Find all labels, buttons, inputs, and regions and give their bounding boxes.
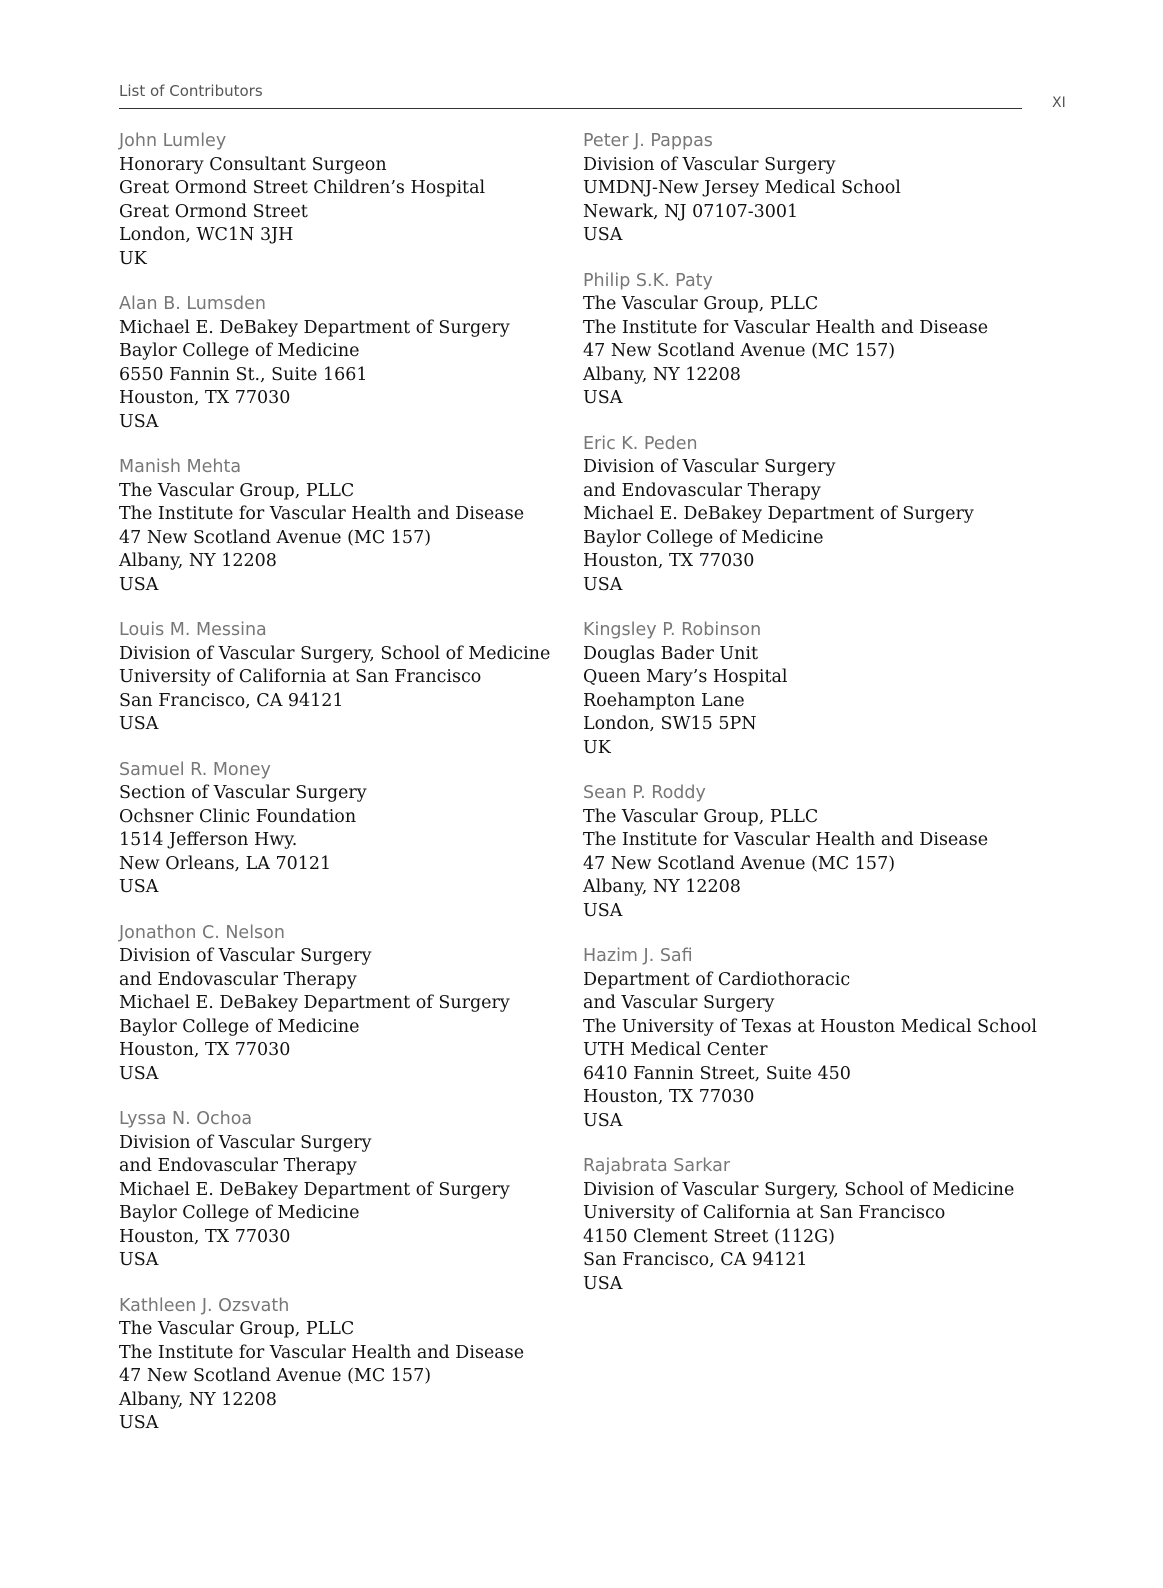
- contributor-name: Peter J. Pappas: [583, 131, 713, 151]
- contributors-left-column: [119, 130, 559, 1458]
- contributor-affiliation-line: The Vascular Group, PLLC: [583, 294, 819, 314]
- contributor-affiliation-line: London, WC1N 3JH: [119, 225, 294, 245]
- contributor-affiliation-line: Albany, NY 12208: [583, 877, 741, 897]
- contributor-affiliation-line: USA: [583, 388, 623, 408]
- contributor-affiliation-line: USA: [119, 877, 159, 897]
- contributor-affiliation-line: Michael E. DeBakey Department of Surgery: [583, 504, 974, 524]
- contributor-affiliation-line: Houston, TX 77030: [119, 1040, 291, 1060]
- contributor-affiliation-line: Department of Cardiothoracic: [583, 969, 851, 990]
- contributor-affiliation-line: San Francisco, CA 94121: [583, 1250, 808, 1270]
- contributor-affiliation-line: Baylor College of Medicine: [119, 1016, 360, 1037]
- contributor-affiliation-line: Division of Vascular Surgery: [583, 154, 836, 175]
- contributor-affiliation-line: Houston, TX 77030: [583, 551, 755, 571]
- contributor-affiliation-line: Division of Vascular Surgery: [583, 457, 836, 477]
- contributor-affiliation-line: Division of Vascular Surgery: [119, 946, 372, 966]
- contributor-affiliation-line: USA: [119, 1250, 159, 1270]
- contributor-affiliation-line: Queen Mary’s Hospital: [583, 667, 788, 687]
- contributor-entry: [583, 433, 1053, 598]
- contributor-affiliation-line: 4150 Clement Street (112G): [583, 1226, 835, 1247]
- contributor-entry: [583, 1155, 1053, 1296]
- contributor-affiliation-line: USA: [583, 225, 623, 245]
- contributor-affiliation-line: Division of Vascular Surgery, School of Medicine: [119, 643, 551, 664]
- contributor-affiliation-line: Albany, NY 12208: [119, 1389, 277, 1410]
- contributor-affiliation-line: Houston, TX 77030: [119, 388, 291, 408]
- contributor-entry: [583, 130, 1053, 248]
- contributor-entry: [119, 922, 559, 1087]
- contributor-affiliation-line: The Institute for Vascular Health and Disease: [583, 830, 989, 850]
- contributor-affiliation-line: Division of Vascular Surgery: [119, 1132, 372, 1153]
- contributor-name: Philip S.K. Paty: [583, 270, 713, 291]
- contributor-affiliation-line: Michael E. DeBakey Department of Surgery: [119, 993, 510, 1013]
- contributor-affiliation-line: The Institute for Vascular Health and Disease: [583, 317, 989, 338]
- contributor-affiliation-line: Division of Vascular Surgery, School of Medicine: [583, 1179, 1015, 1200]
- contributor-entry: [119, 619, 559, 737]
- contributor-affiliation-line: Albany, NY 12208: [583, 364, 741, 385]
- contributor-affiliation-line: USA: [583, 900, 623, 921]
- contributor-affiliation-line: UK: [119, 248, 147, 269]
- contributor-name: Lyssa N. Ochoa: [119, 1109, 253, 1129]
- contributor-affiliation-line: Michael E. DeBakey Department of Surgery: [119, 317, 510, 338]
- contributor-affiliation-line: Great Ormond Street: [119, 201, 308, 222]
- contributor-entry: [119, 293, 559, 434]
- contributor-affiliation-line: 47 New Scotland Avenue (MC 157): [583, 853, 896, 874]
- contributor-affiliation-line: and Endovascular Therapy: [119, 969, 357, 990]
- contributor-affiliation-line: Roehampton Lane: [583, 690, 745, 711]
- contributor-entry: [583, 782, 1053, 923]
- contributor-affiliation-line: Houston, TX 77030: [119, 1226, 291, 1247]
- contributor-name: Jonathon C. Nelson: [119, 922, 285, 943]
- contributor-affiliation-line: The Vascular Group, PLLC: [583, 806, 819, 827]
- contributor-name: Louis M. Messina: [119, 620, 267, 640]
- contributor-affiliation-line: The Vascular Group, PLLC: [119, 1319, 355, 1339]
- contributor-affiliation-line: New Orleans, LA 70121: [119, 853, 332, 874]
- contributor-affiliation-line: Albany, NY 12208: [119, 551, 277, 571]
- contributor-affiliation-line: Great Ormond Street Children’s Hospital: [119, 178, 486, 198]
- contributor-affiliation-line: San Francisco, CA 94121: [119, 690, 344, 711]
- contributor-affiliation-line: The Institute for Vascular Health and Disease: [119, 1342, 525, 1363]
- contributor-affiliation-line: USA: [583, 1110, 623, 1131]
- contributor-entry: [583, 270, 1053, 411]
- contributor-affiliation-line: Houston, TX 77030: [583, 1087, 755, 1107]
- contributor-entry: [119, 759, 559, 900]
- contributor-affiliation-line: UTH Medical Center: [583, 1040, 768, 1060]
- contributor-affiliation-line: USA: [119, 574, 159, 595]
- running-header-title: List of Contributors: [119, 82, 263, 100]
- contributor-name: Eric K. Peden: [583, 433, 698, 454]
- contributor-name: Kingsley P. Robinson: [583, 620, 762, 640]
- contributor-entry: [119, 1108, 559, 1273]
- contributor-affiliation-line: London, SW15 5PN: [583, 714, 757, 734]
- contributor-affiliation-line: USA: [119, 1063, 159, 1084]
- contributor-affiliation-line: The Vascular Group, PLLC: [119, 480, 355, 501]
- contributor-affiliation-line: 47 New Scotland Avenue (MC 157): [119, 527, 432, 548]
- contributor-affiliation-line: 1514 Jefferson Hwy.: [119, 830, 298, 850]
- contributor-affiliation-line: Douglas Bader Unit: [583, 643, 759, 664]
- contributor-affiliation-line: UMDNJ-New Jersey Medical School: [583, 178, 901, 198]
- contributor-entry: [583, 945, 1053, 1133]
- contributor-name: Samuel R. Money: [119, 759, 271, 780]
- contributor-affiliation-line: Michael E. DeBakey Department of Surgery: [119, 1179, 510, 1200]
- contributor-affiliation-line: University of California at San Francisco: [583, 1203, 946, 1223]
- contributor-name: Kathleen J. Ozsvath: [119, 1295, 290, 1316]
- contributor-affiliation-line: Baylor College of Medicine: [119, 1203, 360, 1223]
- contributor-affiliation-line: and Endovascular Therapy: [583, 480, 821, 501]
- contributor-entry: [583, 619, 1053, 760]
- contributor-name: Hazim J. Safi: [583, 946, 693, 966]
- contributor-entry: [119, 456, 559, 597]
- contributor-affiliation-line: and Endovascular Therapy: [119, 1156, 357, 1176]
- contributor-name: Rajabrata Sarkar: [583, 1156, 731, 1176]
- contributor-affiliation-line: Newark, NJ 07107-3001: [583, 201, 799, 222]
- contributor-name: John Lumley: [119, 131, 227, 151]
- contributor-name: Alan B. Lumsden: [119, 294, 267, 314]
- contributor-affiliation-line: and Vascular Surgery: [583, 993, 775, 1013]
- contributor-affiliation-line: USA: [119, 1413, 159, 1433]
- contributor-name: Sean P. Roddy: [583, 783, 706, 803]
- contributor-affiliation-line: Baylor College of Medicine: [119, 341, 360, 361]
- contributor-affiliation-line: Ochsner Clinic Foundation: [119, 806, 357, 827]
- contributor-affiliation-line: Baylor College of Medicine: [583, 527, 824, 548]
- contributor-affiliation-line: USA: [583, 1273, 623, 1294]
- contributor-affiliation-line: USA: [583, 574, 623, 595]
- contributor-affiliation-line: 6550 Fannin St., Suite 1661: [119, 364, 368, 385]
- contributor-affiliation-line: USA: [119, 411, 159, 432]
- contributor-affiliation-line: The University of Texas at Houston Medical School: [583, 1016, 1037, 1037]
- page-number: XI: [1052, 95, 1066, 111]
- contributor-affiliation-line: 6410 Fannin Street, Suite 450: [583, 1063, 851, 1084]
- contributors-right-column: [583, 130, 1053, 1318]
- contributor-entry: [119, 130, 559, 271]
- header-divider: [119, 108, 1022, 109]
- contributor-affiliation-line: USA: [119, 714, 159, 734]
- contributor-affiliation-line: 47 New Scotland Avenue (MC 157): [583, 341, 896, 361]
- contributor-affiliation-line: 47 New Scotland Avenue (MC 157): [119, 1366, 432, 1386]
- contributor-affiliation-line: The Institute for Vascular Health and Disease: [119, 504, 525, 524]
- contributor-name: Manish Mehta: [119, 457, 242, 477]
- contributor-affiliation-line: University of California at San Francisco: [119, 667, 482, 687]
- contributor-affiliation-line: UK: [583, 737, 611, 758]
- contributor-entry: [119, 1295, 559, 1436]
- contributor-affiliation-line: Honorary Consultant Surgeon: [119, 154, 387, 175]
- contributor-affiliation-line: Section of Vascular Surgery: [119, 783, 367, 803]
